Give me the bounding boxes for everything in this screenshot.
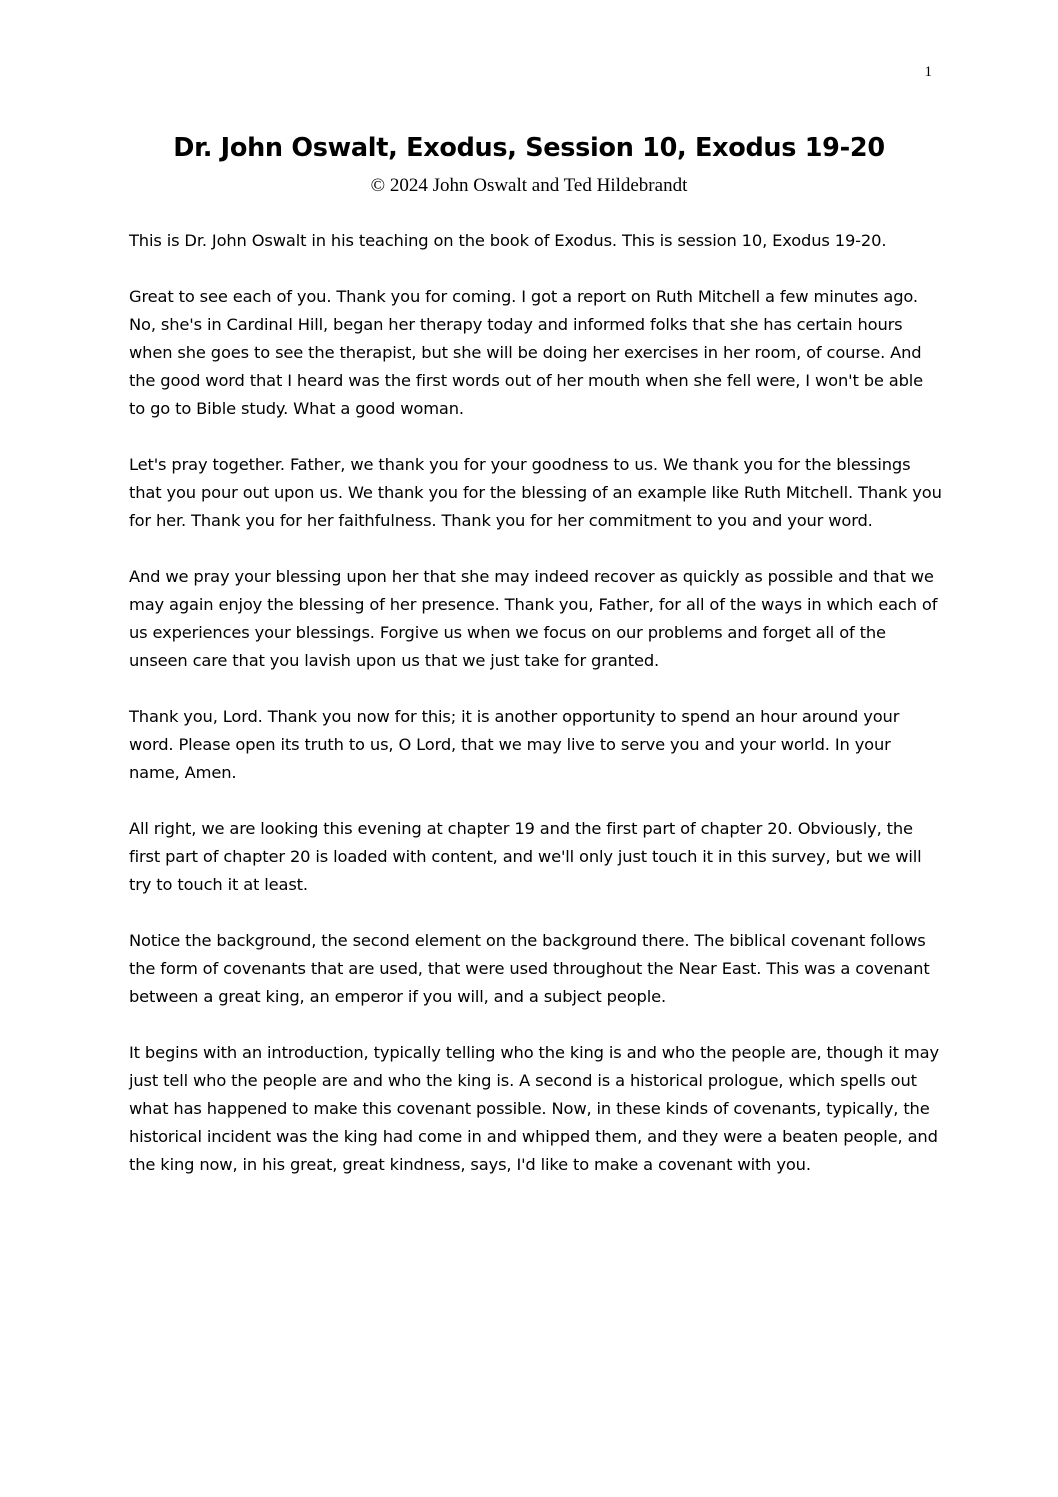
copyright-line: © 2024 John Oswalt and Ted Hildebrandt — [370, 175, 688, 196]
paragraph-covenant-background: Notice the background, the second element on the background there. The biblical covenant follows the form of covenants that are used, that were used throughout the Near East. This was a covenant between a great king, an emperor if you will, and a subject people. — [129, 931, 930, 1006]
document-title: Dr. John Oswalt, Exodus, Session 10, Exodus 19-20 — [173, 133, 885, 163]
paragraph-prayer-2: And we pray your blessing upon her that she may indeed recover as quickly as possible and that we may again enjoy the blessing of her presence. Thank you, Father, for all of the ways in which each of us experiences your blessings. Forgive us when we focus on our problems and forget all of the unseen care that you lavish upon us that we just take for granted. — [129, 567, 938, 670]
paragraph-intro: This is Dr. John Oswalt in his teaching on the book of Exodus. This is session 10, Exodus 19-20. — [129, 231, 887, 250]
paragraph-covenant-form: It begins with an introduction, typically telling who the king is and who the people are, though it may just tell who the people are and who the king is. A second is a historical prologue, which spells out what has happened to make this covenant possible. Now, in these kinds of covenants, typically, the historical incident was the king had come in and whipped them, and they were a beaten people, and the king now, in his great, great kindness, says, I'd like to make a covenant with you. — [129, 1043, 939, 1174]
page-number: 1 — [924, 64, 932, 80]
paragraph-prayer-1: Let's pray together. Father, we thank you for your goodness to us. We thank you for the blessings that you pour out upon us. We thank you for the blessing of an example like Ruth Mitchell. Thank you for her. Thank you for her faithfulness. Thank you for her commitment to you and your word. — [129, 455, 942, 530]
paragraph-greeting: Great to see each of you. Thank you for coming. I got a report on Ruth Mitchell a few minutes ago. No, she's in Cardinal Hill, began her therapy today and informed folks that she has certain hours when she goes to see the therapist, but she will be doing her exercises in her room, of course. And the good word that I heard was the first words out of her mouth when she fell were, I won't be able to go to Bible study. What a good woman. — [129, 287, 924, 418]
paragraph-prayer-3: Thank you, Lord. Thank you now for this; it is another opportunity to spend an hour around your word. Please open its truth to us, O Lord, that we may live to serve you and your world. In your name, Amen. — [129, 707, 900, 782]
paragraph-chapter-overview: All right, we are looking this evening at chapter 19 and the first part of chapter 20. Obviously, the first part of chapter 20 is loaded with content, and we'll only just touch it in this survey, but we will try to touch it at least. — [129, 819, 922, 894]
transcript-body — [129, 227, 944, 1207]
